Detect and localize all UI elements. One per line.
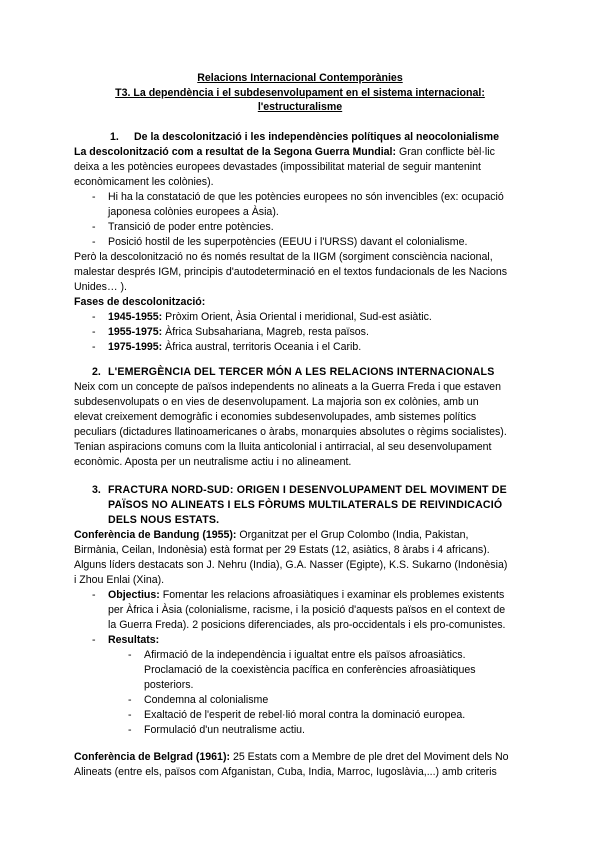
resultat-item-continuation: posteriors. — [144, 679, 194, 691]
resultat-item: Exaltació de l'esperit de rebel·lió moral contra la dominació europea. — [144, 709, 466, 721]
intro-bold: La descolonització com a resultat de la Segona Guerra Mundial: — [74, 146, 397, 158]
bullet-item: Hi ha la constatació de que les potències europees no són invencibles (ex: ocupació — [108, 191, 504, 203]
section-2-line: subdesenvolupats o en vies de desenvolupament. La majoria son ex colònies, amb un — [74, 396, 479, 408]
belgrad-intro — [74, 750, 529, 765]
bandung-line: i Zhou Enlai (Xina). — [74, 574, 165, 586]
intro-line-3: econòmicament les colònies). — [74, 176, 214, 188]
bandung-rest: Organitzat per el Grup Colombo (India, Pakistan, — [236, 529, 469, 541]
para-line-1: Però la descolonització no és només resultat de la IIGM (sorgiment consciència nacional, — [74, 251, 493, 263]
section-2-line: Neix com un concepte de països independents no alineats a la Guerra Freda i que estaven — [74, 381, 501, 393]
bandung-label: Conferència de Bandung (1955): — [74, 529, 237, 541]
phase-years: 1975-1995: — [108, 341, 163, 353]
document-subtitle — [60, 86, 540, 114]
bullet-dash: - — [92, 341, 96, 353]
section-2-number: 2. — [92, 366, 101, 378]
bandung-line: Birmània, Ceilan, Indonèsia) està format per 29 Estats (12, asiàtics, 8 àrabs i 4 africans). — [74, 544, 490, 556]
section-3-number: 3. — [92, 484, 101, 496]
resultat-item: Formulació d'un neutralisme actiu. — [144, 724, 306, 736]
section-2-line: elevat creixement demogràfic i economies subdesenvolupades, amb sistemes polítics — [74, 411, 477, 423]
para-line-3: Unides… ). — [74, 281, 127, 293]
objectius-label: Objectius: — [108, 589, 160, 601]
bullet-item: Transició de poder entre potències. — [108, 221, 274, 233]
phase-text: Àfrica Subsahariana, Magreb, resta països. — [162, 326, 369, 338]
objectius-line: la Guerra Freda). 2 posicions diferenciades, als pro-occidentals i els pro-comunistes. — [108, 619, 506, 631]
section-3-heading-line: FRACTURA NORD-SUD: ORIGEN I DESENVOLUPAMENT DEL MOVIMENT DE — [108, 484, 507, 496]
intro-line-2: deixa a les potències europees devastades (impossibilitat material de seguir mantenint — [74, 161, 481, 173]
bullet-dash: - — [128, 649, 132, 661]
phase-item — [108, 340, 361, 355]
belgrad-line: Alineats (entre els, països com Afganistan, Cuba, India, Marroc, Iugoslàvia,...) amb criteris — [74, 766, 497, 778]
bullet-item: Posició hostil de les superpotències (EEUU i l'URSS) davant el colonialisme. — [108, 236, 468, 248]
objectius-line: per Àfrica i Àsia (colonialisme, racisme, i la posició d'aquests països en el context de — [108, 604, 506, 616]
phase-years: 1955-1975: — [108, 326, 163, 338]
section-1-intro — [74, 145, 529, 160]
bullet-dash: - — [92, 326, 96, 338]
document-title: Relacions Internacional Contemporànies — [197, 72, 403, 84]
bullet-dash: - — [92, 191, 96, 203]
phase-years: 1945-1955: — [108, 311, 163, 323]
bandung-intro — [74, 528, 529, 543]
objectius-item — [108, 588, 538, 603]
bullet-dash: - — [92, 236, 96, 248]
bandung-line: Alguns líders destacats son J. Nehru (India), G.A. Nasser (Egipte), K.S. Sukarno (Indonèsia) — [74, 559, 508, 571]
resultats-label: Resultats: — [108, 634, 160, 646]
bullet-item-continuation: japonesa colònies europees a Àsia). — [108, 206, 279, 218]
section-2-line: econòmic. Aposta per un neutralisme actiu i no alineament. — [74, 456, 352, 468]
resultat-item: Afirmació de la independència i igualtat entre els països afroasiàtics. — [144, 649, 466, 661]
section-2-line: Tenian aspiracions comuns com la lluita anticolonial i antirracial, al seu desenvolupament — [74, 441, 492, 453]
belgrad-rest: 25 Estats com a Membre de ple dret del Moviment dels No — [230, 751, 509, 763]
phase-text: Pròxim Orient, Àsia Oriental i meridional, Sud-est asiàtic. — [162, 311, 432, 323]
bullet-dash: - — [92, 221, 96, 233]
section-2-heading: L'EMERGÈNCIA DEL TERCER MÓN A LES RELACIONS INTERNACIONALS — [108, 366, 495, 378]
section-3-heading — [108, 483, 538, 528]
section-1-number: 1. — [110, 131, 119, 143]
belgrad-label: Conferència de Belgrad (1961): — [74, 751, 231, 763]
bullet-dash: - — [92, 311, 96, 323]
bullet-dash: - — [128, 709, 132, 721]
section-2-line: peculiars (dictadures llatinoamericanes o àrabs, monarquies absolutes o règims socialistes). — [74, 426, 507, 438]
phase-text: Àfrica austral, territoris Oceania i el Carib. — [162, 341, 362, 353]
objectius-text: Fomentar les relacions afroasiàtiques i examinar els problemes existents — [159, 589, 505, 601]
bullet-dash: - — [92, 634, 96, 646]
resultat-item: Proclamació de la coexistència pacífica en conferències afroasiàtiques — [144, 664, 476, 676]
phase-item — [108, 310, 432, 325]
phase-item — [108, 325, 369, 340]
bullet-dash: - — [92, 589, 96, 601]
subtitle-line-1: T3. La dependència i el subdesenvolupament en el sistema internacional: — [115, 87, 485, 99]
subtitle-line-2: l'estructuralisme — [257, 101, 343, 113]
section-3-heading-line: DELS NOUS ESTATS. — [108, 514, 220, 526]
resultat-item: Condemna al colonialisme — [144, 694, 269, 706]
bullet-dash: - — [128, 694, 132, 706]
phases-heading: Fases de descolonització: — [74, 296, 206, 308]
intro-rest: Gran conflicte bèl·lic — [396, 146, 495, 158]
section-3-heading-line: PAÏSOS NO ALINEATS I ELS FÒRUMS MULTILATERALS DE REIVINDICACIÓ — [108, 499, 503, 511]
bullet-dash: - — [128, 724, 132, 736]
para-line-2: malestar després IGM, principis d'autodeterminació en el textos fundacionals de les Nacions — [74, 266, 508, 278]
section-1-heading: De la descolonització i les independències polítiques al neocolonialisme — [134, 131, 499, 143]
